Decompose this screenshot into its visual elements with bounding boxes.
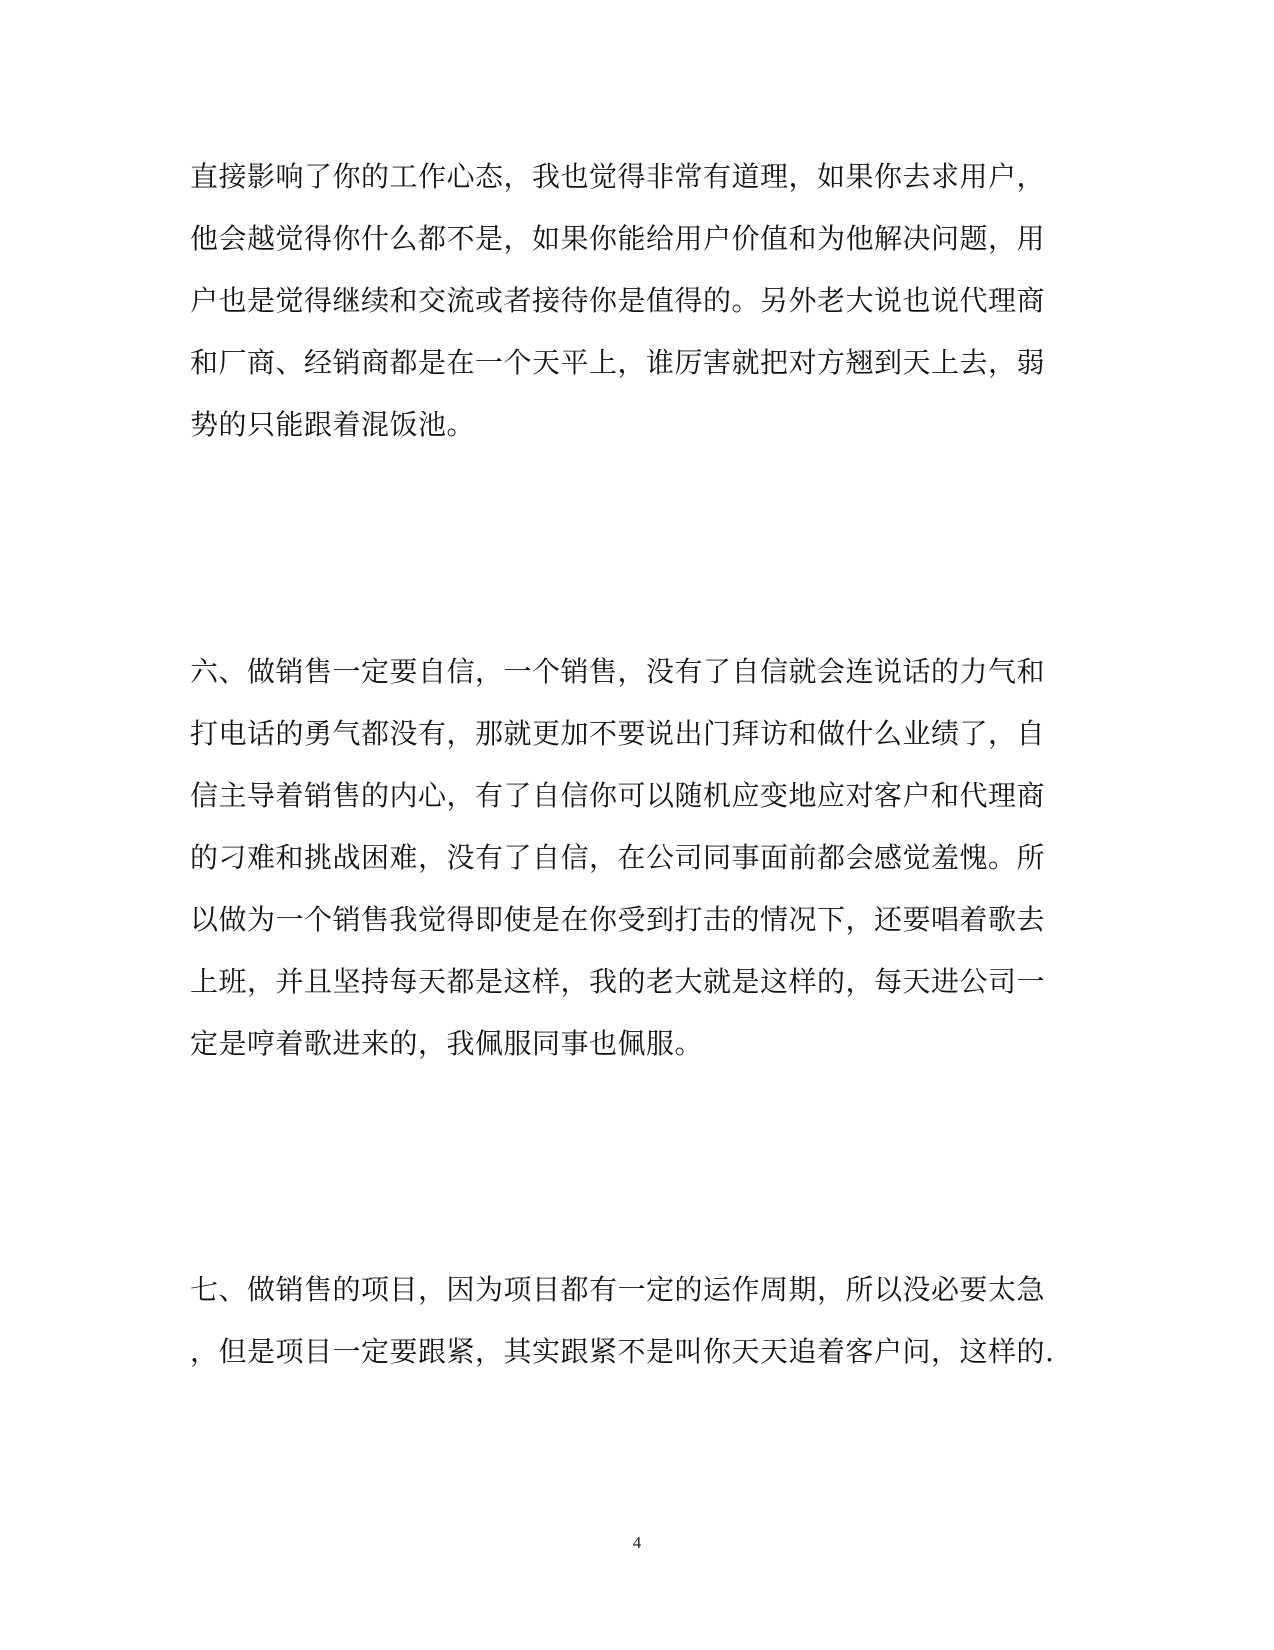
text-line: 定是哼着歌进来的，我佩服同事也佩服。 <box>190 1027 704 1060</box>
text-line: 信主导着销售的内心，有了自信你可以随机应变地应对客户和代理商 <box>190 779 1046 812</box>
text-line: 和厂商、经销商都是在一个天平上，谁厉害就把对方翘到天上去，弱 <box>190 346 1046 379</box>
text-line: 势的只能跟着混饭池。 <box>190 408 476 441</box>
text-line: 户也是觉得继续和交流或者接待你是值得的。另外老大说也说代理商 <box>190 284 1046 317</box>
text-line: 上班，并且坚持每天都是这样，我的老大就是这样的，每天进公司一 <box>190 965 1046 998</box>
text-line: 以做为一个销售我觉得即使是在你受到打击的情况下，还要唱着歌去 <box>190 903 1046 936</box>
text-line: 他会越觉得你什么都不是，如果你能给用户价值和为他解决问题，用 <box>190 222 1046 255</box>
text-line: ，但是项目一定要跟紧，其实跟紧不是叫你天天追着客户问，这样的. <box>190 1335 1055 1368</box>
page-number: 4 <box>632 1533 642 1552</box>
text-line: 的刁难和挑战困难，没有了自信，在公司同事面前都会感觉羞愧。所 <box>190 841 1046 874</box>
text-line: 七、做销售的项目，因为项目都有一定的运作周期，所以没必要太急 <box>190 1273 1046 1306</box>
text-line: 打电话的勇气都没有，那就更加不要说出门拜访和做什么业绩了，自 <box>190 717 1046 750</box>
text-line: 六、做销售一定要自信，一个销售，没有了自信就会连说话的力气和 <box>190 655 1046 688</box>
text-line: 直接影响了你的工作心态，我也觉得非常有道理，如果你去求用户， <box>190 160 1046 193</box>
